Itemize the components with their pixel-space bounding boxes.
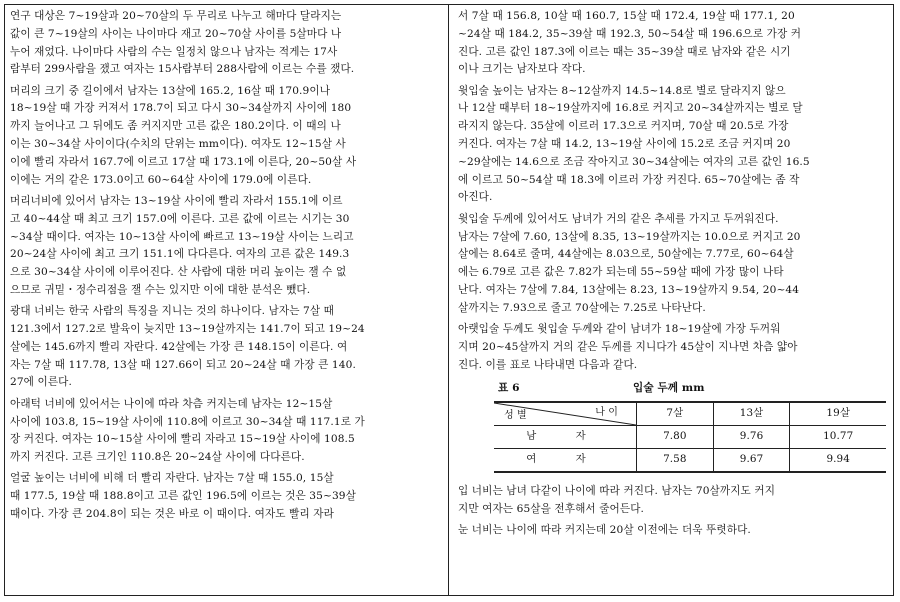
column-divider	[448, 4, 449, 596]
spacer	[458, 473, 888, 483]
row-label: 여 자	[494, 449, 637, 473]
table-caption	[458, 380, 888, 398]
paragraph: 연구 대상은 7~19살과 20~70살의 두 무리로 나누고 해마다 달라지는 값이 큰 7~19살의 사이는 나이마다 재고 20~70살 사이를 5살마다 나 누어 재었다. 나이마다 사람의 수는 일정치 않으나 남자는 적게는 17사 람부터 299사람을 쟀고 여자는 15사람부터 288사람에 이르는 수를 쟀다.	[10, 10, 355, 76]
table-cell: 10.77	[790, 426, 886, 449]
paragraph: 윗입술 두께에 있어서도 남녀가 거의 같은 추세를 가지고 두꺼워진다. 남자는 7살에 7.60, 13살에 8.35, 13~19살까지는 10.0으로 커지고 20 살에는 8.64로 줄며, 44살에는 8.03으로, 50살에는 7.77로, 60~64살 에는 6.79로 고른 값은 7.82가 되는데 55~59살 때에 가장 많이 나타 난다. 여자는 7살에 7.84, 13살에는 8.23, 13~19살까지 9.54, 20~44 살까지는 7.93으로 줄고 70살에는 7.25로 나타난다.	[458, 212, 801, 314]
column-header: 19살	[790, 402, 886, 426]
right-column	[458, 8, 888, 544]
table-row	[494, 449, 886, 473]
paragraph: 얼굴 높이는 너비에 비해 더 빨리 자란다. 남자는 7살 때 155.0, 15살 때 177.5, 19살 때 188.8이고 고른 값인 196.5에 이르는 것은 35~39살 때이다. 가장 큰 204.8이 되는 것은 바로 이 때이다. 여자도 빨리 자라	[10, 472, 356, 521]
paragraph: 머리너비에 있어서 남자는 13~19살 사이에 빨리 자라서 155.1에 이르 고 40~44살 때 최고 크기 157.0에 이른다. 고른 값에 이르는 시기는 30 ~34살 때이다. 여자는 10~13살 사이에 빠르고 13~19살 사이는 느리고 20~24살 사이에 최고 크기 151.1에 다다른다. 여자의 고른 값은 149.3 으로 30~34살 사이에 이루어진다. 산 사람에 대한 머리 높이는 잴 수 없 으므로 귀밑・정수리점을 잴 수는 있지만 이에 대한 분석은 뺐다.	[10, 194, 354, 296]
table-cell: 9.76	[713, 426, 790, 449]
paragraph: 윗입술 높이는 남자는 8~12살까지 14.5~14.8로 별로 달라지지 않으 나 12살 때부터 18~19살까지에 16.8로 커지고 20~34살까지는 별로 달 라지지 않는다. 35살에 이르러 17.3으로 커지며, 70살 때 20.5로 가장 커진다. 여자는 7살 때 14.2, 13~19살 사이에 15.2로 조금 커지며 20 ~29살에는 14.6으로 조금 작아지고 30~34살에는 여자의 고른 값인 16.5 에 이르고 50~54살 때 18.3에 이르러 가장 커진다. 65~70살에는 좀 작 아진다.	[458, 84, 810, 204]
lip-thickness-table	[494, 401, 886, 473]
paragraph: 광대 너비는 한국 사람의 특징을 지니는 것의 하나이다. 남자는 7살 때 121.3에서 127.2로 발육이 늦지만 13~19살까지는 141.7이 되고 19~24 살에는 145.6까지 빨리 자란다. 42살에는 가장 큰 148.15이 이른다. 여 자는 7살 때 117.78, 13살 때 127.66이 되고 20~24살 때 가장 큰 140. 27에 이른다.	[10, 305, 365, 389]
table-cell: 7.80	[637, 426, 714, 449]
paragraph: 입 너비는 남녀 다같이 나이에 따라 커진다. 남자는 70살까지도 커지 지만 여자는 65살을 전후해서 줄어든다.	[458, 485, 776, 516]
table-cell: 9.94	[790, 449, 886, 473]
paragraph: 눈 너비는 나이에 따라 커지는데 20살 이전에는 더욱 뚜렷하다.	[458, 524, 751, 537]
paragraph: 아래턱 너비에 있어서는 나이에 따라 차츰 커지는데 남자는 12~15살 사이에 103.8, 15~19살 사이에 110.8에 이르고 30~34살 때 117.1로 가 장 커진다. 여자는 10~15살 사이에 빨리 자라고 15~19살 사이에 108.5 까지 커진다. 고른 크기인 110.8은 20~24살 사이에 다다른다.	[10, 397, 365, 464]
table-number: 표 6	[498, 382, 520, 395]
sex-header-label: 성 별	[504, 410, 527, 422]
table-cell: 7.58	[637, 449, 714, 473]
row-label: 남 자	[494, 426, 637, 449]
table-row	[494, 426, 886, 449]
left-column	[10, 8, 442, 527]
column-header: 7살	[637, 402, 714, 426]
column-header: 13살	[713, 402, 790, 426]
paragraph: 머리의 크기 중 길이에서 남자는 13살에 165.2, 16살 때 170.9이나 18~19살 때 가장 커져서 178.7이 되고 다시 30~34살까지 사이에 180 까지 늘어나고 그 뒤에도 좀 커지지만 고른 값은 180.2이다. 이 때의 나 이는 30~34살 사이이다(수치의 단위는 mm이다). 여자도 12~15살 사 이에 빨리 자라서 167.7에 이르고 17살 때 173.1에 이른다, 20~50살 사 이에는 거의 같은 173.0이고 60~64살 사이에 179.0에 이른다.	[10, 84, 357, 186]
diagonal-header-cell	[494, 402, 637, 426]
table-title: 입술 두께 mm	[633, 382, 705, 395]
paragraph: 서 7살 때 156.8, 10살 때 160.7, 15살 때 172.4, 19살 때 177.1, 20 ~24살 때 184.2, 35~39살 때 192.3, 50~54살 때 196.6으로 가장 커 진다. 고른 값인 187.3에 이르는 때는 35~39살 때로 남자와 같은 시기 이나 크기는 남자보다 작다.	[458, 10, 802, 76]
paragraph: 아랫입술 두께도 윗입술 두께와 같이 남녀가 18~19살에 가장 두꺼워 지며 20~45살까지 거의 같은 두께를 지니다가 45살이 지나면 차츰 얇아 진다. 이를 표로 나타내면 다음과 같다.	[458, 323, 798, 371]
table-cell: 9.67	[713, 449, 790, 473]
table-header-row	[494, 402, 886, 426]
age-header-label: 나 이	[595, 407, 618, 419]
